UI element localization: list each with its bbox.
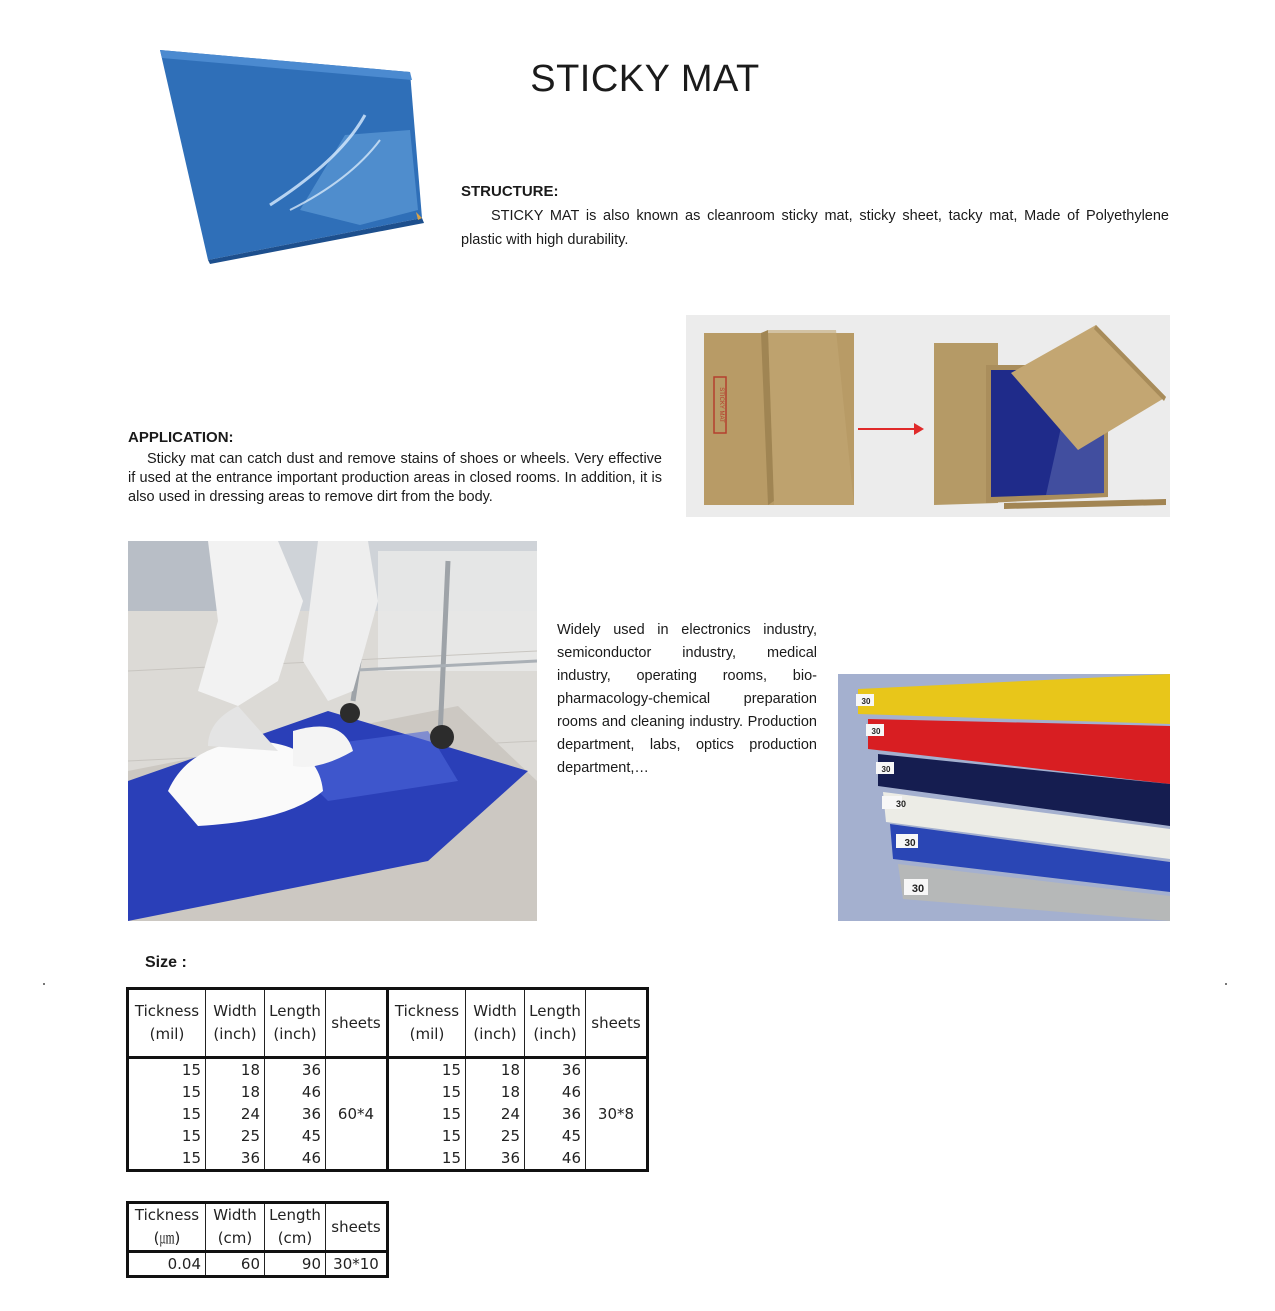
page-title: STICKY MAT	[530, 58, 760, 100]
cell-length: 90	[265, 1252, 326, 1277]
cell-length: 36	[265, 1103, 326, 1125]
cell-width: 18	[466, 1058, 525, 1082]
cell-sheets: 60*4	[326, 1058, 388, 1171]
header-thickness: Tickness (㎛)	[128, 1203, 206, 1252]
cell-thickness: 0.04	[128, 1252, 206, 1277]
mat-tab-label: 30	[871, 727, 881, 736]
header-thickness: Tickness (mil)	[128, 989, 206, 1058]
header-length: Length (cm)	[265, 1203, 326, 1252]
cell-length: 45	[265, 1125, 326, 1147]
header-width: Width (inch)	[206, 989, 265, 1058]
color-variants-photo	[838, 674, 1170, 921]
cell-thickness: 15	[388, 1081, 466, 1103]
structure-text-content: STICKY MAT is also known as cleanroom sticky mat, sticky sheet, tacky mat, Made of Polyethylene plastic with high durability.	[461, 208, 1169, 248]
table-row	[128, 1125, 648, 1147]
application-heading: APPLICATION:	[128, 429, 234, 446]
size-heading: Size :	[145, 954, 187, 971]
size-table-inch	[126, 987, 649, 1172]
header-length: Length (inch)	[265, 989, 326, 1058]
cell-thickness: 15	[128, 1147, 206, 1171]
cleanroom-shoe-photo	[128, 541, 537, 921]
usage-text: Widely used in electronics industry, semiconductor industry, medical industry, operating rooms, bio-pharmacology-chemical preparation rooms and cleaning industry. Production department, labs, optics production department,…	[557, 622, 817, 776]
header-length: Length (inch)	[525, 989, 586, 1058]
cell-width: 25	[206, 1125, 265, 1147]
application-text-content: Sticky mat can catch dust and remove stains of shoes or wheels. Very effective if used at the entrance important production areas in closed rooms. In addition, it is also used in dressing areas to remove dirt from the body.	[128, 451, 662, 505]
structure-text	[461, 204, 1169, 252]
cell-length: 46	[525, 1147, 586, 1171]
cell-thickness: 15	[388, 1125, 466, 1147]
cell-width: 18	[206, 1081, 265, 1103]
header-width: Width (cm)	[206, 1203, 265, 1252]
application-text	[128, 450, 662, 507]
cell-width: 60	[206, 1252, 265, 1277]
cell-thickness: 15	[128, 1081, 206, 1103]
cell-length: 45	[525, 1125, 586, 1147]
cell-width: 24	[466, 1103, 525, 1125]
mat-tab-label: 30	[911, 883, 925, 895]
structure-heading: STRUCTURE:	[461, 183, 559, 200]
table-row	[128, 1252, 388, 1277]
mat-tab-label: 30	[895, 799, 907, 809]
header-sheets: sheets	[586, 989, 648, 1058]
cell-thickness: 15	[388, 1147, 466, 1171]
cell-thickness: 15	[128, 1058, 206, 1082]
table-row	[128, 1058, 648, 1082]
header-thickness: Tickness (mil)	[388, 989, 466, 1058]
cell-length: 46	[265, 1081, 326, 1103]
cell-length: 46	[525, 1081, 586, 1103]
cell-width: 36	[466, 1147, 525, 1171]
cell-thickness: 15	[388, 1058, 466, 1082]
table-row	[128, 1103, 648, 1125]
header-width: Width (inch)	[466, 989, 525, 1058]
cell-length: 36	[525, 1058, 586, 1082]
margin-dot	[43, 983, 45, 985]
mat-tab-label: 30	[881, 765, 891, 774]
cell-width: 36	[206, 1147, 265, 1171]
cell-thickness: 15	[128, 1125, 206, 1147]
cell-sheets: 30*10	[326, 1252, 388, 1277]
cell-width: 18	[206, 1058, 265, 1082]
table-row	[128, 1147, 648, 1171]
cell-length: 36	[525, 1103, 586, 1125]
table-header-row	[128, 989, 648, 1058]
header-sheets: sheets	[326, 1203, 388, 1252]
cell-sheets: 30*8	[586, 1058, 648, 1171]
cell-thickness: 15	[388, 1103, 466, 1125]
cell-length: 36	[265, 1058, 326, 1082]
size-table-metric	[126, 1201, 389, 1278]
cell-width: 18	[466, 1081, 525, 1103]
cell-length: 46	[265, 1147, 326, 1171]
header-sheets: sheets	[326, 989, 388, 1058]
cell-width: 25	[466, 1125, 525, 1147]
mat-tab-label: 30	[861, 697, 871, 706]
box-label: STICKY MAT	[718, 387, 724, 423]
table-row	[128, 1081, 648, 1103]
cell-thickness: 15	[128, 1103, 206, 1125]
margin-dot	[1225, 983, 1227, 985]
sticky-mat-image	[150, 40, 440, 270]
table-header-row	[128, 1203, 388, 1252]
cell-width: 24	[206, 1103, 265, 1125]
mat-tab-label: 30	[904, 838, 916, 849]
packaging-photo	[686, 315, 1170, 517]
